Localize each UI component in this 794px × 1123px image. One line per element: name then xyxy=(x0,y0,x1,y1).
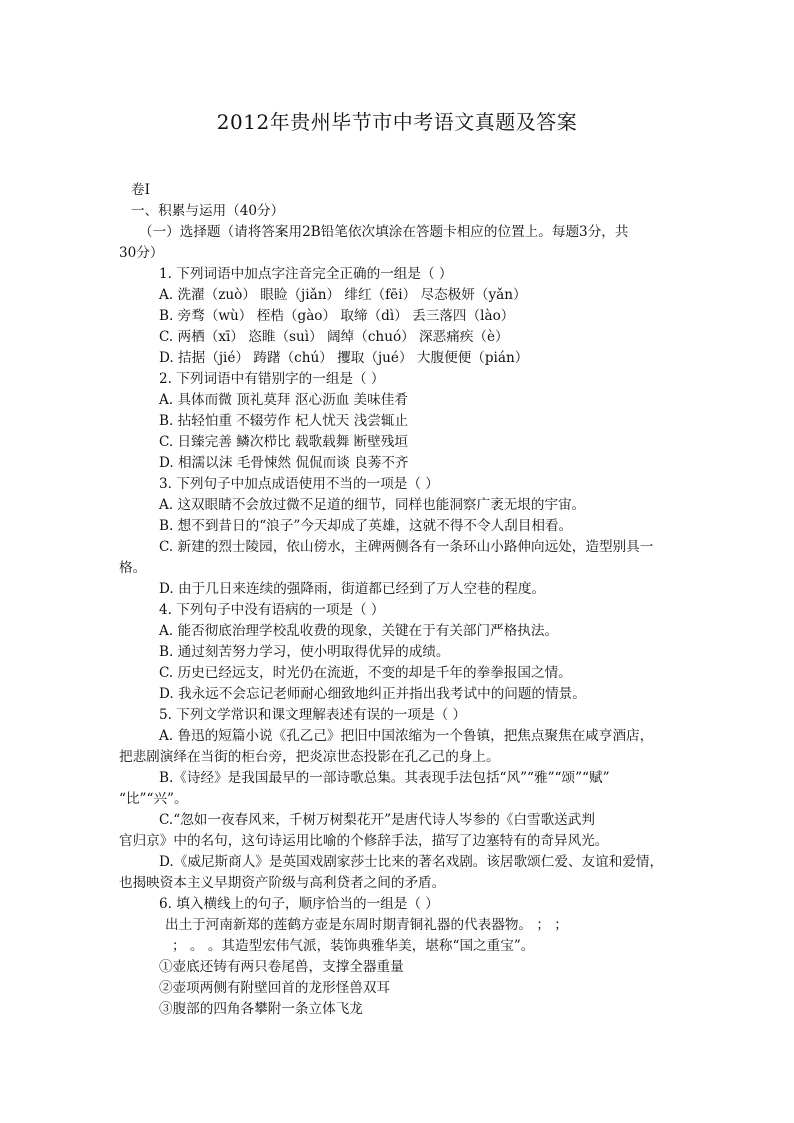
text-line: 4. 下列句子中没有语病的一项是（ ） xyxy=(159,602,385,618)
text-line: B. 旁骛（wù） 桎梏（gào） 取缔（dì） 丢三落四（lào） xyxy=(159,308,515,324)
text-line: C. 日臻完善 鳞次栉比 载歌载舞 断壁残垣 xyxy=(159,434,409,450)
text-line: C. 历史已经远支，时光仍在流逝，不变的却是千年的拳拳报国之情。 xyxy=(159,665,572,681)
text-line: 把悲剧演绎在当街的柜台旁，把炎凉世态投影在孔乙己的身上。 xyxy=(119,749,500,765)
text-line: 官归京》中的名句，这句诗运用比喻的个修辞手法，描写了边塞特有的奇异风光。 xyxy=(119,833,609,849)
text-line: B. 想不到昔日的“浪子”今天却成了英雄，这就不得不令人刮目相看。 xyxy=(159,518,573,534)
document-body xyxy=(119,180,679,1020)
text-line: A. 洗濯（zuò） 眼睑（jiǎn） 绯红（fēi） 尽态极妍（yǎn） xyxy=(159,287,527,303)
text-line: B. 拈轻怕重 不辍劳作 杞人忧天 浅尝辄止 xyxy=(159,413,409,429)
text-line: “比”“兴”。 xyxy=(119,791,188,807)
text-line: ②壶项两侧有附壁回首的龙形怪兽双耳 xyxy=(159,980,391,996)
text-line: D. 我永远不会忘记老师耐心细致地纠正并指出我考试中的问题的情景。 xyxy=(159,686,586,702)
text-line: D. 相濡以沫 毛骨悚然 侃侃而谈 良莠不齐 xyxy=(159,455,409,471)
text-line: 30分） xyxy=(119,245,164,261)
text-line: （一）选择题（请将答案用2B铅笔依次填涂在答题卡相应的位置上。每题3分，共 xyxy=(139,224,629,240)
text-line: D.《威尼斯商人》是英国戏剧家莎士比来的著名戏剧。该居歌颂仁爱、友谊和爱情， xyxy=(159,854,664,870)
text-line: C.“忽如一夜春风来，千树万树梨花开”是唐代诗人岑参的《白雪歌送武判 xyxy=(159,812,595,828)
text-line: 5. 下列文学常识和课文理解表述有误的一项是（ ） xyxy=(159,707,467,723)
text-line: ； 。 。其造型宏伟气派，装饰典雅华美，堪称“国之重宝”。 xyxy=(172,938,535,954)
text-line: ③腹部的四角各攀附一条立体飞龙 xyxy=(159,1001,363,1017)
text-line: 出土于河南新郑的莲鹤方壶是东周时期青铜礼器的代表器物。 ； ； xyxy=(165,917,568,933)
document-title: 2012年贵州毕节市中考语文真题及答案 xyxy=(216,110,578,134)
text-line: 一、积累与运用（40分） xyxy=(131,203,285,219)
text-line: 也揭映资本主义早期资产阶级与高利贷者之间的矛盾。 xyxy=(119,875,446,891)
text-line: ①壶底还铸有两只卷尾兽，支撑全器重量 xyxy=(159,959,404,975)
text-line: B. 通过刻苦努力学习，使小明取得优异的成绩。 xyxy=(159,644,450,660)
text-line: C. 新建的烈士陵园，依山傍水，主碑两侧各有一条环山小路伸向远处，造型别具一 xyxy=(159,539,654,555)
text-line: 2. 下列词语中有错别字的一组是（ ） xyxy=(159,371,385,387)
text-line: 3. 下列句子中加点成语使用不当的一项是（ ） xyxy=(159,476,439,492)
text-line: D. 拮据（jié） 踌躇（chú） 攫取（jué） 大腹便便（pián） xyxy=(159,350,529,366)
text-line: 6. 填入横线上的句子，顺序恰当的一组是（ ） xyxy=(159,896,439,912)
text-line: A. 鲁迅的短篇小说《孔乙己》把旧中国浓缩为一个鲁镇，把焦点聚焦在咸亨酒店， xyxy=(159,728,654,744)
text-line: D. 由于几日来连续的强降雨，街道都已经到了万人空巷的程度。 xyxy=(159,581,546,597)
text-line: C. 两栖（xī） 恣睢（suì） 阔绰（chuó） 深恶痛疾（è） xyxy=(159,329,509,345)
text-line: A. 这双眼睛不会放过微不足道的细节，同样也能洞察广袤无垠的宇宙。 xyxy=(159,497,586,513)
text-line: 格。 xyxy=(119,560,147,576)
text-line: A. 能否彻底治理学校乱收费的现象，关键在于有关部门严格执法。 xyxy=(159,623,559,639)
text-line: 1. 下列词语中加点字注音完全正确的一组是（ ） xyxy=(159,266,453,282)
text-line: A. 具体而微 顶礼莫拜 沤心沥血 美味佳肴 xyxy=(159,392,408,408)
text-line: 卷Ⅰ xyxy=(131,182,150,198)
text-line: B.《诗经》是我国最早的一部诗歌总集。其表现手法包括“风”“雅”“颂”“赋” xyxy=(159,770,610,786)
